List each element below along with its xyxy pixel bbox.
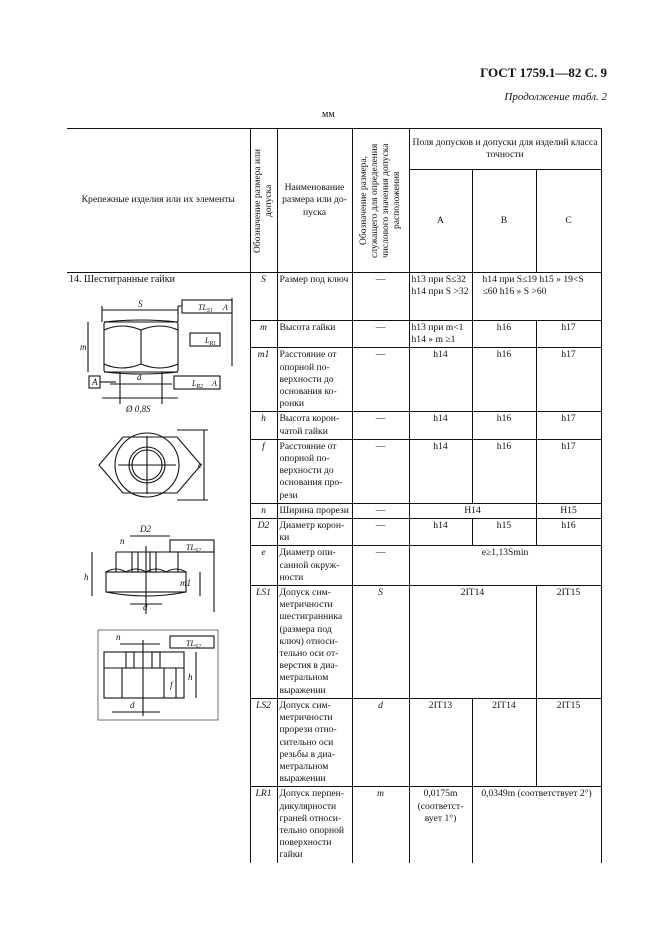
row-class-a: h14 — [409, 348, 472, 412]
row-symbol: LR1 — [255, 788, 272, 800]
row-symbol: h — [261, 413, 266, 425]
row-class-c: 2IT15 — [536, 586, 601, 699]
dim-phi-label: Ø 0,8S — [126, 404, 151, 414]
row-class-b: h16 — [472, 348, 536, 412]
row-symbol: D2 — [257, 520, 270, 532]
col-header-name: Наименование размера или допуска — [277, 129, 352, 273]
row-class-a: h14 — [409, 439, 472, 503]
row-class-abc: e≥1,13Smin — [409, 546, 601, 586]
row-name: Высота гайки — [277, 321, 352, 348]
dim-d2-label: D2 — [140, 524, 151, 534]
row-class-a: 2IT13 — [409, 698, 472, 786]
row-class-c: h17 — [536, 412, 601, 439]
row-symbol: LS2 — [256, 699, 271, 711]
row-class-c: h17 — [536, 348, 601, 412]
dim-h-label: h — [84, 572, 89, 582]
row-name: Расстояние от опорной поверхности до основания коронки — [277, 348, 352, 412]
row-base: — — [352, 519, 409, 546]
figure-hex-nut-side — [80, 298, 232, 414]
row-class-b: h16 — [472, 439, 536, 503]
row-name: Допуск симметричности шестигранника (размера под ключ) относительно оси отверстия в диаметральном выражении — [277, 586, 352, 699]
row-base: — — [352, 503, 409, 518]
dim-e-label: e — [198, 460, 202, 470]
row-symbol: e — [261, 547, 266, 559]
row-class-ab: 2IT14 — [409, 586, 536, 699]
col-header-class-a: А — [409, 170, 472, 273]
col-header-item: Крепежные изделия или их элементы — [67, 129, 250, 273]
dim-n-label: n — [120, 536, 125, 546]
dim-s-label: S — [138, 299, 143, 309]
row-name: Ширина прорези — [277, 503, 352, 518]
row-name: Допуск симметричности прорези относительно оси резьбы в диаметральном выражении — [277, 698, 352, 786]
row-class-c: h17 — [536, 439, 601, 503]
unit-label: мм — [322, 109, 335, 120]
row-class-b: h15 — [472, 519, 536, 546]
row-class-a: h13 при m<1 h14 » m ≥1 — [409, 321, 472, 348]
row-symbol: S — [261, 274, 266, 285]
tol-lr2-ref: A — [212, 379, 217, 388]
dim-d-label-3: d — [143, 602, 148, 612]
dim-m1-label: m1 — [180, 578, 191, 588]
row-symbol: m — [260, 322, 267, 333]
row-base: — — [352, 321, 409, 348]
row-class-a: h13 при S≤32 h14 при S >32 — [409, 273, 472, 321]
section-title: 14. Шестигранные гайки — [67, 273, 250, 863]
row-base: — — [352, 412, 409, 439]
row-base: S — [378, 587, 383, 599]
figure-castle-nut — [84, 524, 214, 614]
row-base: — — [352, 546, 409, 586]
row-name: Допуск перпендикулярности граней относительно опорной поверхности гайки — [277, 787, 352, 863]
row-class-b: h16 — [472, 321, 536, 348]
figure-slotted-nut — [98, 630, 218, 720]
dim-f-label: f — [170, 680, 173, 690]
row-class-bc: 0,0349m (соответствует 2°) — [472, 787, 601, 863]
row-class-a: h14 — [409, 412, 472, 439]
row-base: — — [352, 439, 409, 503]
row-class-c: h17 — [536, 321, 601, 348]
page-header: ГОСТ 1759.1—82 С. 9 — [480, 65, 607, 80]
row-name: Размер под ключ — [277, 273, 352, 321]
row-class-a: 0,0175m (соответствует 1°) — [409, 787, 472, 863]
col-header-class-b: В — [472, 170, 536, 273]
row-base: — — [352, 348, 409, 412]
row-class-bc: h14 при S≤19 h15 » 19<S ≤60 h16 » S >60 — [472, 273, 601, 321]
row-class-b: h16 — [472, 412, 536, 439]
dim-m-label: m — [80, 342, 87, 352]
col-header-fields: Поля допусков и допуски для изделий класса точности — [409, 129, 601, 170]
row-class-b: 2IT14 — [472, 698, 536, 786]
row-symbol: n — [261, 504, 266, 516]
dim-n-label-4: n — [116, 632, 121, 642]
dim-h-label-4: h — [188, 672, 193, 682]
dim-d-label-4: d — [130, 700, 135, 710]
figure-hex-nut-top — [99, 430, 208, 500]
tol-ls1-ref: A — [223, 303, 228, 312]
col-header-base: Обозначение размера, служащего для определения числового значения допуска расположения — [352, 129, 409, 273]
tol-lr2-label: $L_{R2}$ — [192, 379, 204, 390]
row-base: d — [378, 699, 383, 711]
row-symbol: f — [262, 440, 265, 452]
col-header-designation: Обозначение размера или допуска — [250, 129, 277, 273]
row-class-c: 2IT15 — [536, 698, 601, 786]
tol-lr1-label: $L_{R1}$ — [205, 336, 217, 347]
datum-a-label: A — [92, 377, 98, 387]
table-continuation-note: Продолжение табл. 2 — [504, 91, 607, 103]
row-symbol: m1 — [257, 349, 270, 361]
row-class-c: h16 — [536, 519, 601, 546]
row-class-ab: H14 — [409, 503, 536, 518]
tol-ls1-label: $TL_{S1}$ — [198, 303, 213, 314]
row-class-c: H15 — [536, 503, 601, 518]
row-class-a: h14 — [409, 519, 472, 546]
row-symbol: LS1 — [256, 587, 271, 599]
col-header-class-c: С — [536, 170, 601, 273]
row-name: Диаметр описанной окружности — [277, 546, 352, 586]
row-name: Расстояние от опорной поверхности до основания прорези — [277, 439, 352, 503]
row-name: Высота корончатой гайки — [277, 412, 352, 439]
tol-ls2-label: $TL_{S2}$ — [186, 543, 201, 554]
row-base: m — [377, 788, 384, 800]
dim-d-label: d — [137, 372, 142, 382]
row-name: Диаметр коронки — [277, 519, 352, 546]
row-base: — — [352, 273, 409, 321]
tol-ls2-label-4: $TL_{S2}$ — [186, 639, 201, 650]
